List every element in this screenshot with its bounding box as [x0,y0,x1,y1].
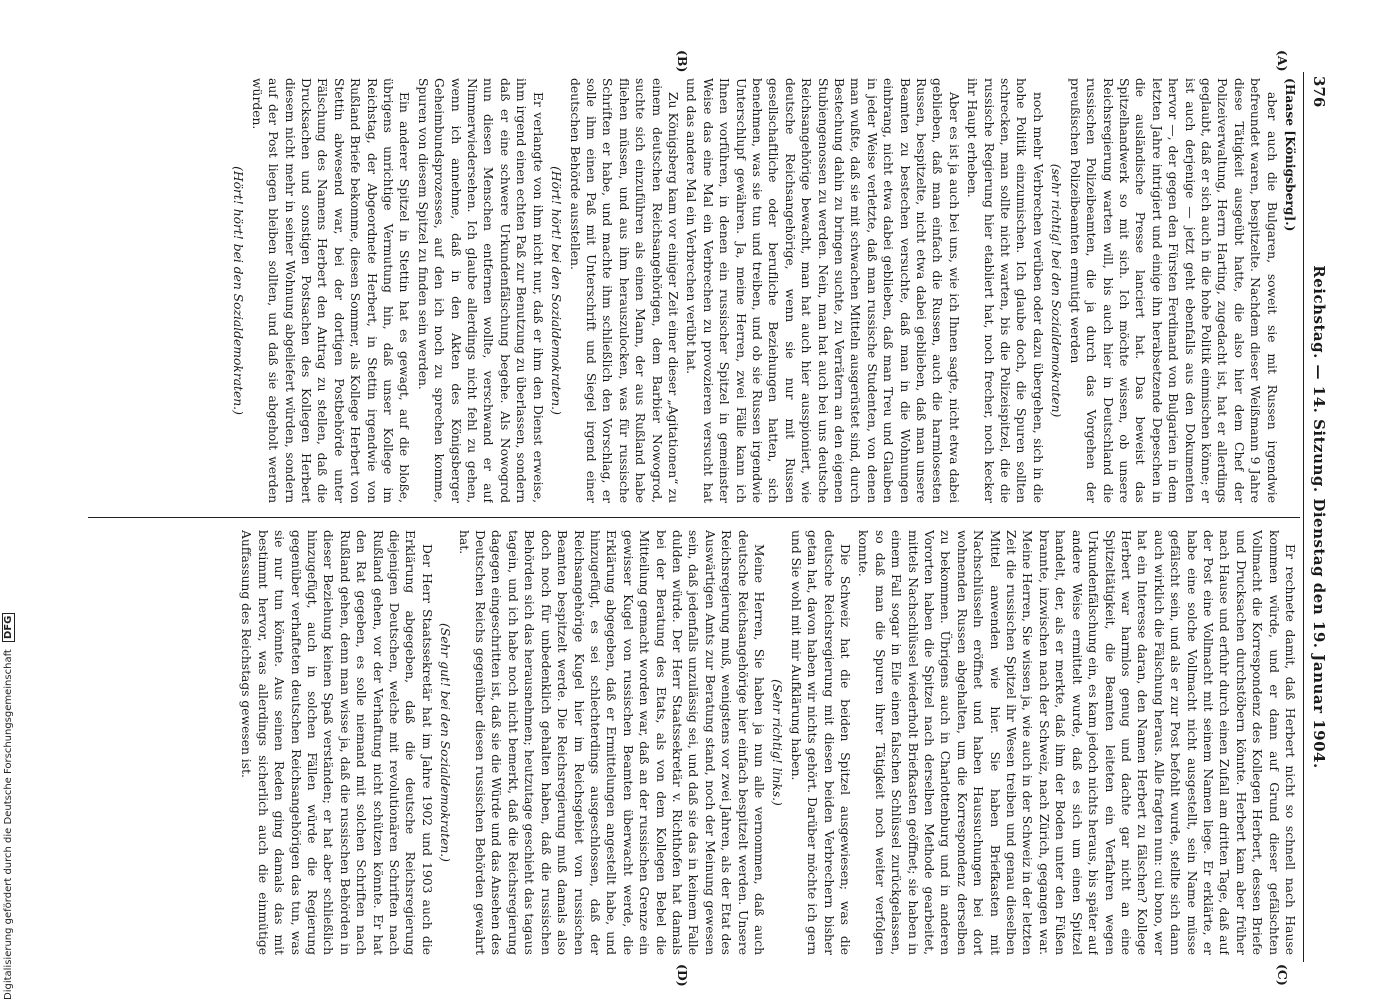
column-divider [88,517,1300,518]
paragraph: Er rechnete damit, daß Herbert nicht so schnell nach Hause kommen würde, und er dann auf Grund dieser gefälschten Vollmacht die Korrespondenz des Kollegen Herbert, dessen Briefe und Drucksachen durchstöbern könnte. Herbert kam aber früher nach Hause und erfuhr durch einen Zufall am dritten Tage, daß auf der Post eine Vollmacht mit seinem Namen liege. Er erklärte, er habe eine solche Vollmacht nicht ausgestellt, sein Name müsse gefälscht sein, und als er zur Post befohlt wurde, stellte sich dann auch wirklich die Fälschung heraus. Alle fragten nun: cui bono, wer hat ein Interesse daran, den Namen Herbert zu fälschen? Kollege Herbert war harmlos genug und dachte gar nicht an eine Spitzeltätigkeit, die Beamten leiteten ein Verfahren wegen Urkundenfälschung ein, es kam jedoch nichts heraus, bis später auf andere Weise ermittelt wurde, daß es sich um einen Spitzel handelt, der, als er merkte, daß ihm der Boden unter den Füßen brannte, inzwischen nach der Schweiz, nach Zürich, gegangen war. Meine Herren, Sie wissen ja, wie auch in der Schweiz in der letzten Zeit die russischen Spitzel ihr Wesen treiben und genau dieselben Mittel anwenden wie hier. Sie haben Briefkasten mit Nachschlüsseln eröffnet und haben Haussuchungen bei dort wohnenden Russen abgehalten, um die Korrespondenz derselben zu bekommen. Übrigens auch in Charlottenburg und in anderen Vororten haben die Spitzel nach derselben Methode gearbeitet, mittels Nachschlüssel wiederholt Briefkasten geöffnet; sie haben in einem Fall sogar in Eile einen falschen Schlüssel zurückgelassen, so daß man die Spuren ihrer Tätigkeit noch weiter verfolgen konnte. [856,530,1297,955]
margin-marker-d: (D) [675,964,690,987]
interjection: (Hört! hört! bei den Sozialdemokraten.) [231,166,246,415]
page-number: 376 [1310,76,1328,108]
digitization-credit [2,0,20,1000]
rotated-page [80,50,1330,987]
paragraph: Meine Herren, Sie haben ja nun alle vernommen, daß auch deutsche Reichsangehörige hier einfach bespitzelt werden. Unsere Reichsregierung muß, wenigstens vor zwei Jahren, als der Etat des Auswärtigen Amts zur Beratung stand, noch der Meinung gewesen sein, daß jedenfalls unzulässig sei, und daß sie das in keinem Falle dulden würde. Der Herr Staatssekretär v. Richthofen hat damals bei der Beratung des Etats, als von dem Kollegen Bebel die Mitteilung gemacht worden war, daß an der russischen Grenze ein gewisser Kugel von russischen Beamten überwacht werde, die Erklärung abgegeben, daß er Ermittelungen angestellt habe, und hinzugefügt, es sei schlechterdings ausgeschlossen, daß der Reichsangehörige Kugel hier im Reichsgebiet von russischen Beamten bespitzelt werde. Die Reichsregierung muß damals also doch noch für unbedenklich gehalten haben, daß die russischen Behörden sich das herausnehmen; heutzutage geschieht das tagaus tagein, und ich habe noch nicht bemerkt, daß die Reichsregierung dagegen eingeschritten ist, daß sie die Würde und das Ansehen des Deutschen Reichs gegenüber diesen russischen Behörden gewahrt hat. [456,530,766,955]
paragraph: Ein anderer Spitzel in Stettin hat es gewagt, auf die bloße, übrigens unrichtige Vermutung hin, daß unser Kollege im Reichstag, der Abgeordnete Herbert, in Stettin irgendwie von Rußland Briefe bekomme, diesen Sommer, als Kollege Herbert von Stettin abwesend war, bei der dortigen Postbehörde unter Fälschung des Namens Herbert den Antrag zu stellen, daß die Drucksachen und sonstigen Postsachen des Kollegen Herbert diesem nicht mehr in seiner Wohnung abgeliefert würden, sondern auf der Post liegen bleiben sollten, und daß sie abgeholt werden würden. [249,78,412,503]
credit-text: Digitalisierung gefördert durch die Deutsche Forschungsgemeinschaft [3,649,14,1000]
paragraph: noch mehr Verbrechen verüben oder dazu übergehen, sich in die hohe Politik einzumischen. Ich glaube doch, die Spuren sollten schrecken, man sollte nicht warten, bis die Polizeispitzel, die die russische Regierung hier etabliert hat, noch frecher, noch kecker ihr Haupt erheben. [965,78,1045,503]
margin-marker-a: (A) [1275,50,1290,72]
speaker-label: (Haase [Königsberg].) [1283,78,1298,232]
margin-marker-b: (B) [675,50,690,73]
paragraph: Er verlangte von ihm nicht nur, daß er ihm den Dienst erweise, ihm irgend einen echten Paß zur Benutzung zu überlassen, sondern daß er eine schwere Urkundenfälschung begehe. Als Nowogrod nun diesen Menschen entfernen wollte, verschwand er auf Nimmerwiedersehen. Ich glaube allerdings nicht fehl zu gehen, wenn ich annehme, daß in den Akten des Königsberger Geheimbundsprozesses, auf den ich noch zu sprechen komme, Spuren von diesem Spitzel zu finden sein werden. [415,78,545,503]
paragraph: Der Herr Staatssekretär hat im Jahre 1902 und 1903 auch die Erklärung abgegeben, daß die deutsche Reichsregierung diejenigen Deutschen, welche mit revolutionären Schriften nach Rußland gehen, vor der Verhaftung nicht schützen könnte. Er hat den Rat gegeben, es solle niemand mit solchen Schriften nach Rußland gehen, denn man wisse ja, daß die russischen Behörden in dieser Beziehung keinen Spaß verständen; er hat aber schließlich hinzugefügt, auch in solchen Fällen würde die Regierung gegenüber verhafteten deutschen Reichsangehörigen das tun, was sie nur tun könnte. Aus seinen Reden ging damals das mit bestimmt hervor, was allerdings sicherlich auch die einmütige Auffassung des Reichstags gewesen ist. [239,530,434,955]
dfg-logo: DFG [2,613,15,642]
margin-marker-c: (C) [1275,964,1290,986]
paragraph: Zu Königsberg kam vor einiger Zeit einer dieser „Agitationen“ zu einem deutschen Reichsangehörigen, dem Barbier Nowogrod, suchte sich einzuführen als einen Mann, der aus Rußland habe fliehen müssen, und aus ihm herauszulocken, was für russische Schriften er habe, und machte ihm schließlich den Vorschlag, er solle ihm einen Paß mit Unterschrift und Siegel irgend einer deutschen Behörde ausstellen. [567,78,680,503]
paragraph: aber auch die Bulgaren, soweit sie mit Russen irgendwie befreundet waren, bespitzelte. Nachdem dieser Weißmann 9 Jahre diese Tätigkeit ausgeübt hatte, die also hier dem Chef der Polizeiverwaltung, Herrn Harting, zugedacht ist, hat er allerdings geglaubt, daß er sich auch in die hohe Politik einmischen könne; er ist auch derjenige — jetzt geht ebenfalls aus den Dokumenten hervor —, der gegen den Fürsten Ferdinand von Bulgarien in dem letzten Jahre intrigiert und einige ihn herabsetzende Depeschen in die ausländische Presse lanciert hat. Das beweist das Spitzelhandwerk so mit sich. Ich möchte wissen, ob unsere Reichsregierung warten will, bis auch hier in Deutschland die russischen Polizeibeamten, die ja durch das Vorgehen der preußischen Polizeibeamten ermutigt werden [1067,78,1279,503]
header-rule [1303,72,1304,962]
interjection: (Sehr richtig! links.) [770,679,785,806]
page-header [1302,72,1330,962]
interjection: (Sehr gut! bei den Sozialdemokraten.) [438,623,453,862]
right-column [88,530,1298,955]
paragraph: Aber es ist ja auch bei uns, wie ich Ihnen sagte, nicht etwa dabei geblieben, daß man einfach die Russen, auch die harmlosesten Russen, bespitzelte, nicht etwa dabei geblieben, daß man unsere Beamten zu bestechen versuchte, daß man in die Wohnungen einbrang, nicht etwa dabei geblieben, daß man Treu und Glauben in jeder Weise verletzte, daß man russische Studenten, von denen man wußte, daß sie mit schwachen Mitteln ausgerüstet sind, durch Bestechung dahin zu bringen suchte, zu Verrätern an den eigenen Stubiengenossen zu werden. Nein, man hat auch bei uns deutsche Reichsangehörige bewacht, man hat auch hier ausspioniert, wie deutsche Reichsangehörige, wenn sie nur mit Russen gesellschaftliche oder berufliche Beziehungen hatten, sich benehmen, was sie tun und treiben, und ob sie Russen irgendwie Unterschlupf gewähren. Ja, meine Herren, zwei Fälle kann ich Ihnen vorführen, in denen ein russischer Spitzel in gemeinster Weise das eine Mal ein Verbrechen zu provozieren versucht hat und das andere Mal ein Verbrechen verübt hat. [684,78,961,503]
interjection: (Hört! hört! bei den Sozialdemokraten.) [549,166,564,415]
running-title: Reichstag. — 14. Sitzung. Dienstag den 19. Januar 1904. [1310,265,1328,769]
interjection: (sehr richtig! bei den Sozialdemokraten) [1049,163,1064,418]
left-column [88,78,1298,503]
paragraph: Die Schweiz hat die beiden Spitzel ausgewiesen; was die deutsche Reichsregierung mit diesen beiden Verbrechern bisher getan hat, davon haben wir nichts gehört. Darüber möchte ich gern und Sie wohl mit mir Aufklärung haben. [788,530,853,955]
